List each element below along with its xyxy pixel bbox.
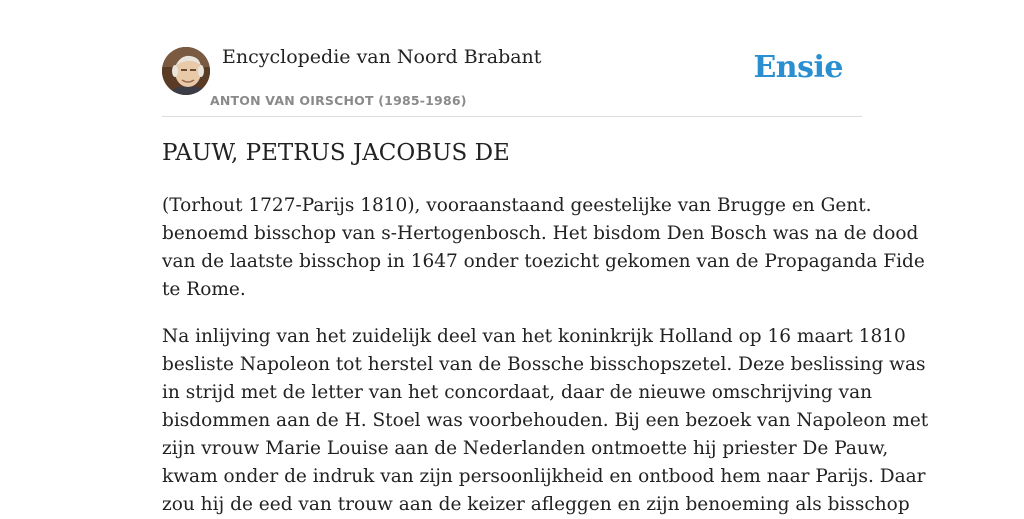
article-header bbox=[162, 44, 862, 117]
paragraph-line: van de laatste bisschop in 1647 onder toezicht gekomen van de Propaganda Fide bbox=[162, 251, 925, 272]
paragraph-line: te Rome. bbox=[162, 279, 246, 300]
author-portrait-image bbox=[162, 47, 210, 95]
paragraph-line: (Torhout 1727-Parijs 1810), vooraanstaand geestelijke van Brugge en Gent. bbox=[162, 195, 872, 216]
paragraph-line: Na inlijving van het zuidelijk deel van het koninkrijk Holland op 16 maart 1810 bbox=[162, 326, 906, 347]
paragraph-line: zou hij de eed van trouw aan de keizer afleggen en zijn benoeming als bisschop bbox=[162, 494, 910, 515]
paragraph-line: besliste Napoleon tot herstel van de Bossche bisschopszetel. Deze beslissing was bbox=[162, 354, 926, 375]
ensie-logo[interactable]: Ensie bbox=[753, 50, 843, 85]
author-avatar[interactable] bbox=[162, 47, 210, 95]
paragraph-line: benoemd bisschop van s-Hertogenbosch. Het bisdom Den Bosch was na de dood bbox=[162, 223, 919, 244]
paragraph bbox=[162, 192, 925, 304]
paragraph-line: bisdommen aan de H. Stoel was voorbehouden. Bij een bezoek van Napoleon met bbox=[162, 410, 929, 431]
author-name[interactable]: ANTON VAN OIRSCHOT (1985-1986) bbox=[210, 93, 467, 108]
paragraph-line: in strijd met de letter van het concordaat, daar de nieuwe omschrijving van bbox=[162, 382, 873, 403]
page-title: PAUW, PETRUS JACOBUS DE bbox=[162, 140, 510, 166]
article-body bbox=[162, 140, 929, 515]
paragraph-line: kwam onder de indruk van zijn persoonlijkheid en ontbood hem naar Parijs. Daar bbox=[162, 466, 926, 487]
paragraph bbox=[162, 323, 928, 519]
publication-title[interactable]: Encyclopedie van Noord Brabant bbox=[222, 46, 542, 68]
paragraph-line: zijn vrouw Marie Louise aan de Nederlanden ontmoette hij priester De Pauw, bbox=[162, 438, 889, 459]
